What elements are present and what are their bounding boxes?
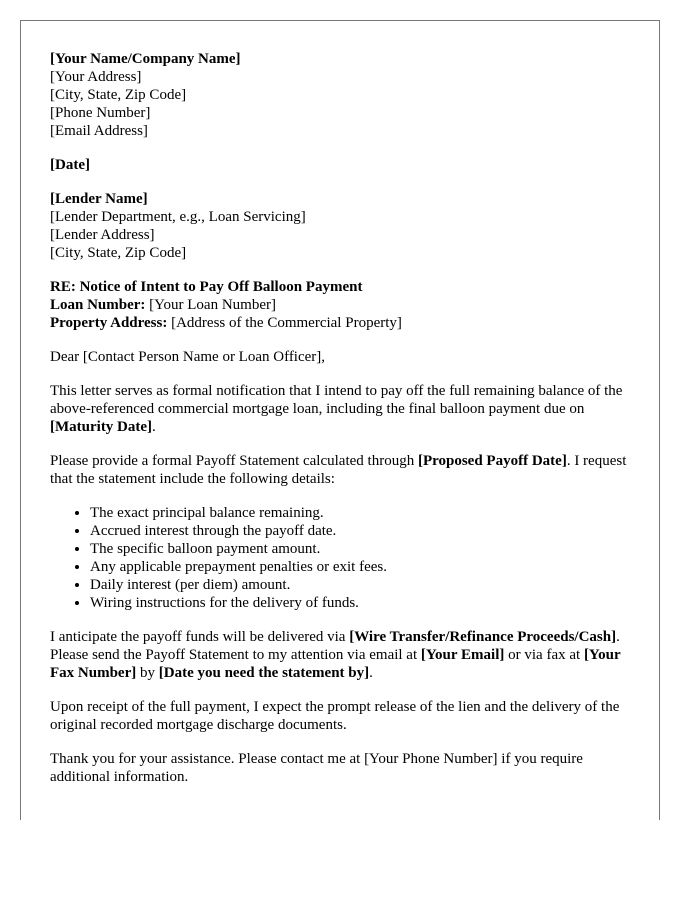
property-address-value: [Address of the Commercial Property]: [167, 315, 402, 331]
your-email: [Your Email]: [420, 647, 505, 663]
sender-email: [Email Address]: [50, 123, 148, 139]
paragraph-lien-release: Upon receipt of the full payment, I expect the prompt release of the lien and the delivery of the original recorded mortgage discharge documents.: [50, 699, 620, 733]
property-address-line: [50, 314, 640, 332]
re-block: [50, 278, 640, 332]
sender-city-state-zip: [City, State, Zip Code]: [50, 87, 187, 103]
delivery-text-2: . Please send the Payoff Statement to my attention via email at: [50, 629, 620, 663]
lender-name: [Lender Name]: [50, 191, 148, 207]
list-item: • Wiring instructions for the delivery of funds.: [90, 594, 640, 612]
salutation: Dear [Contact Person Name or Loan Officer],: [50, 349, 326, 365]
property-address-label: Property Address:: [50, 315, 168, 331]
proposed-payoff-date: [Proposed Payoff Date]: [417, 453, 567, 469]
sender-block: [50, 50, 640, 140]
paragraph-request-text: Please provide a formal Payoff Statement calculated through: [50, 453, 418, 469]
maturity-date: [Maturity Date]: [50, 419, 153, 435]
loan-number-value: [Your Loan Number]: [145, 297, 276, 313]
delivery-text-3: or via fax at: [504, 647, 584, 663]
paragraph-request-end: . I request that the statement include the following details:: [50, 453, 627, 487]
details-list: [50, 504, 640, 612]
letter-date: [Date]: [50, 157, 90, 173]
sender-address: [Your Address]: [50, 69, 142, 85]
delivery-text-5: .: [369, 665, 373, 681]
your-fax-number: [Your Fax Number]: [50, 647, 621, 681]
delivery-text-1: I anticipate the payoff funds will be delivered via: [50, 629, 350, 645]
letter-content: [50, 50, 640, 802]
list-item: • The exact principal balance remaining.: [90, 504, 640, 522]
paragraph-request: [50, 452, 640, 488]
sender-phone: [Phone Number]: [50, 105, 151, 121]
paragraph-intent-text: This letter serves as formal notification that I intend to pay off the full remaining balance of the above-referenced commercial mortgage loan, including the final balloon payment due on: [50, 383, 623, 417]
paragraph-closing: Thank you for your assistance. Please contact me at [Your Phone Number] if you require additional information.: [50, 751, 583, 785]
lender-department: [Lender Department, e.g., Loan Servicing]: [50, 209, 306, 225]
loan-number-line: [50, 296, 640, 314]
paragraph-delivery: [50, 628, 640, 682]
lender-address: [Lender Address]: [50, 227, 155, 243]
lender-city-state-zip: [City, State, Zip Code]: [50, 245, 187, 261]
lender-block: [50, 190, 640, 262]
delivery-method: [Wire Transfer/Refinance Proceeds/Cash]: [349, 629, 617, 645]
list-item: • Any applicable prepayment penalties or exit fees.: [90, 558, 640, 576]
sender-name: [Your Name/Company Name]: [50, 51, 241, 67]
statement-deadline: [Date you need the statement by]: [158, 665, 370, 681]
paragraph-intent-end: .: [152, 419, 156, 435]
list-item: • Accrued interest through the payoff date.: [90, 522, 640, 540]
list-item: • Daily interest (per diem) amount.: [90, 576, 640, 594]
re-subject: RE: Notice of Intent to Pay Off Balloon Payment: [50, 279, 363, 295]
paragraph-intent: [50, 382, 640, 436]
list-item: • The specific balloon payment amount.: [90, 540, 640, 558]
date-block: [50, 156, 640, 174]
letter-page: [20, 20, 660, 820]
loan-number-label: Loan Number:: [50, 297, 146, 313]
delivery-text-4: by: [136, 665, 159, 681]
